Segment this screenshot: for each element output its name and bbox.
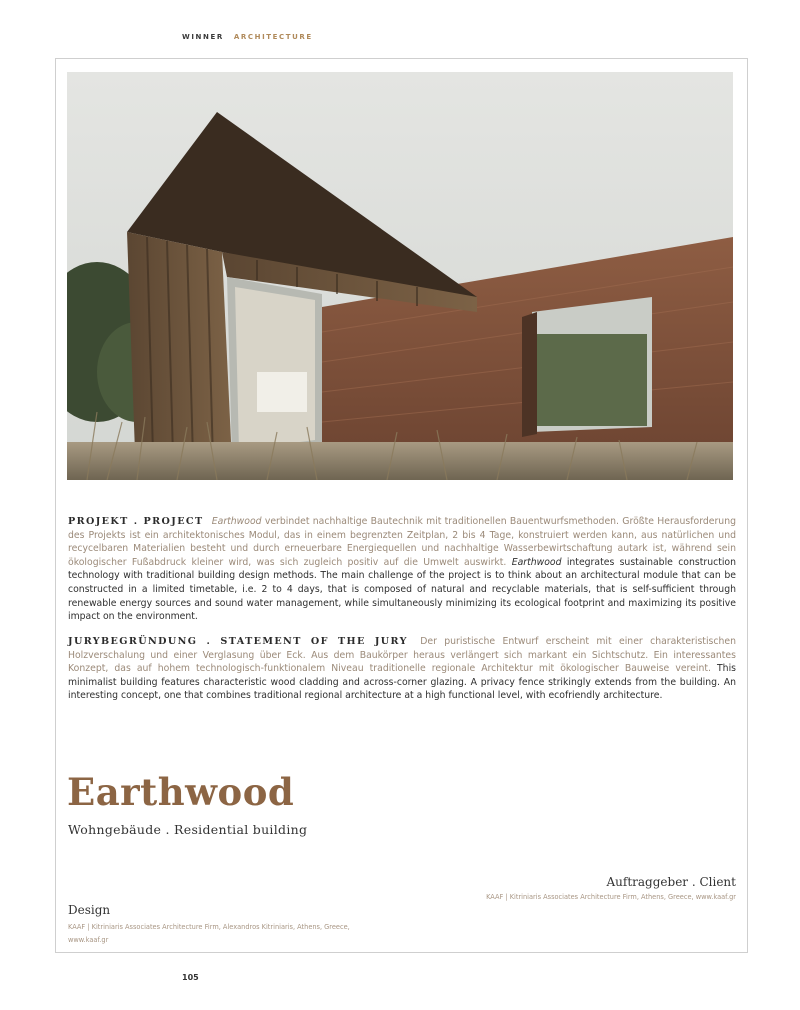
building-photo	[67, 72, 733, 480]
page-number: 105	[182, 973, 199, 982]
winner-label: WINNER	[182, 33, 224, 41]
jury-heading: JURYBEGRÜNDUNG . STATEMENT OF THE JURY	[68, 636, 408, 647]
project-name-de: Earthwood	[211, 516, 262, 527]
category-label: ARCHITECTURE	[233, 33, 313, 41]
jury-text-en: This minimalist building features characteristic wood cladding and across-corner glazing. A privacy fence strikingly extends from the building. An interesting concept, one that combines traditional regional architecture at a high functional level, with ecofriendly architecture.	[68, 663, 736, 702]
project-subtitle: Wohngebäude . Residential building	[68, 822, 308, 837]
project-title: Earthwood	[67, 770, 295, 814]
project-body-en: integrates sustainable construction technology with traditional building design methods. The main challenge of the project is to think about an architectural module that can be constructed in a limited timetable, i.e. 2 to 4 days, that is composed of natural and recyclable materials, that is self-sufficient through renewable energy sources and sound water management, while simultaneously minimizing its ecological footprint and maximizing its positive impact on the environment.	[68, 556, 737, 623]
project-heading: PROJEKT . PROJECT	[68, 516, 204, 527]
project-description	[68, 515, 736, 624]
design-text: KAAF | Kitriniaris Associates Architecture Firm, Alexandros Kitriniaris, Athens, Greece, www.kaaf.gr	[68, 923, 350, 944]
jury-text-de: Der puristische Entwurf erscheint mit einer charakteristischen Holzverschalung und einer Verglasung über Eck. Aus dem Baukörper heraus verlängert sich markant ein Sichtschutz. Ein interessantes Konzept, das auf hohem technologisch-funktionalem Niveau traditionelle regionale Architektur mit ökologischer Bauweise vereint.	[68, 636, 736, 675]
page-header	[182, 33, 313, 41]
design-label: Design	[68, 903, 111, 917]
project-name-en: Earthwood	[511, 556, 562, 568]
jury-statement	[68, 635, 736, 703]
client-text: KAAF | Kitriniaris Associates Architecture Firm, Athens, Greece, www.kaaf.gr	[486, 893, 736, 901]
project-body-de: verbindet nachhaltige Bautechnik mit traditionellen Bauentwurfsmethoden. Größte Herausforderung des Projekts ist ein architektonisches Modul, das in einem begrenzten Zeitplan, 2 bis 4 Tage, konstruiert werden kann, aus natürlichen und recycelbaren Materialien besteht und durch erneuerbare Energiequellen und nachhaltige Wasserbewirtschaftung autark ist, während sein ökologischer Fußabdruck kleiner wird, was sich zugleich positiv auf die Umwelt auswirkt.	[68, 516, 736, 568]
client-label: Auftraggeber . Client	[606, 875, 736, 889]
